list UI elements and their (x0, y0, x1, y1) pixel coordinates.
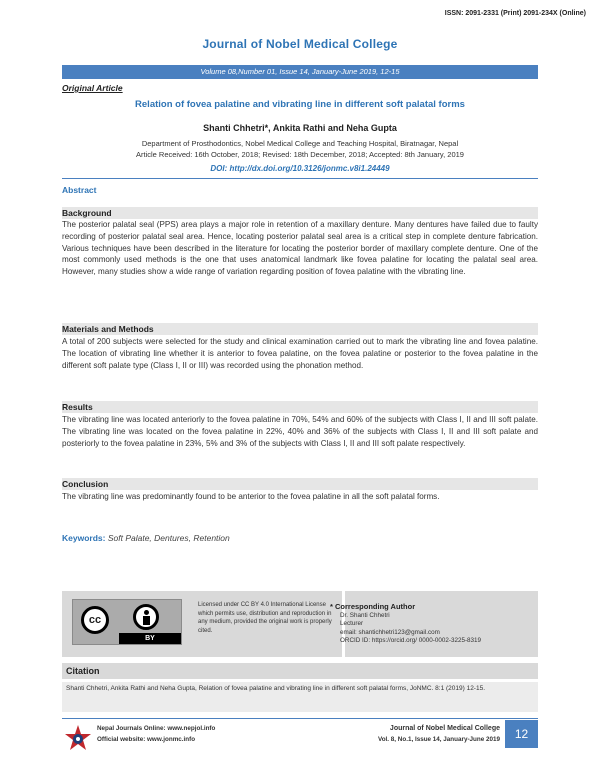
nobel-college-logo-icon (64, 724, 92, 752)
section-heading-conclusion: Conclusion (62, 478, 538, 490)
footer-journal-name: Journal of Nobel Medical College (389, 725, 500, 732)
section-heading-results: Results (62, 401, 538, 413)
corresponding-name: Dr. Shanti Chhetri (340, 612, 390, 619)
footer-issue: Vol. 8, No.1, Issue 14, January-June 2019 (377, 736, 500, 743)
by-label: BY (119, 633, 181, 644)
footer-journal-info (340, 723, 500, 745)
section-body-background: The posterior palatal seal (PPS) area plays a major role in retention of a maxillary denture. Many dentures have failed due to faulty recording of posterior palatal seal area. Hence, locating posterior palatal seal area is a critical step in complete denture fabrication. Various techniques have been described in the literature for locating the posterior border of maxillary complete denture. One of the most commonly used methods is the one that uses anatomical landmark like fovea palatine for locating the palatal seal area. However, many studies show a wide range of variation regarding position of fovea palatine with the vibrating line. (62, 220, 538, 277)
volume-bar: Volume 08,Number 01, Issue 14, January-June 2019, 12-15 (62, 65, 538, 79)
keywords-list: Soft Palate, Dentures, Retention (107, 533, 230, 543)
footer-links (97, 723, 215, 745)
page-number: 12 (505, 720, 538, 748)
citation-text: Shanti Chhetri, Ankita Rathi and Neha Gupta, Relation of fovea palatine and vibrating line in different soft palatal forms, JoNMC. 8:1 (2019) 12-15. (62, 682, 538, 712)
corresponding-email[interactable]: email: shantichhetri123@gmail.com (340, 628, 440, 636)
article-dates: Article Received: 16th October, 2018; Revised: 18th December, 2018; Accepted: 8th January, 2019 (136, 149, 464, 159)
authors: Shanti Chhetri*, Ankita Rathi and Neha Gupta (203, 123, 397, 133)
cc-by-badge[interactable] (72, 599, 182, 645)
corresponding-author-details (340, 612, 481, 646)
license-text: Licensed under CC BY 4.0 International License which permits use, distribution and reproduction in any medium, provided the original work is properly cited. (198, 602, 332, 634)
section-heading-background: Background (62, 207, 538, 219)
corresponding-orcid[interactable]: ORCID ID: https://orcid.org/ 0000-0002-3225-8319 (340, 637, 482, 645)
abstract-heading: Abstract (62, 185, 97, 195)
issn-line: ISSN: 2091-2331 (Print) 2091-234X (Online) (444, 10, 586, 17)
divider (62, 178, 538, 179)
section-heading-methods: Materials and Methods (62, 323, 538, 335)
keywords (62, 533, 230, 543)
citation-heading: Citation (62, 663, 538, 679)
doi-link[interactable]: DOI: http://dx.doi.org/10.3126/jonmc.v8i1.24449 (210, 164, 390, 173)
article-title: Relation of fovea palatine and vibrating line in different soft palatal forms (135, 99, 465, 110)
affiliation: Department of Prosthodontics, Nobel Medical College and Teaching Hospital, Biratnagar, Nepal (141, 139, 459, 148)
section-body-results: The vibrating line was located anteriorly to the fovea palatine in 70%, 54% and 60% of the subjects with Class I, II and III soft palate. The vibrating line was located on the fovea palatine in 22%, 40% and 36% of the subjects with Class I, II and III soft palate and posteriorly to the fovea palatine in 23%, 5% and 3% of the subjects with Class I, II and III soft palate respectively. (62, 415, 538, 448)
corresponding-role: Lecturer (340, 620, 364, 628)
nepjol-link[interactable]: Nepal Journals Online: www.nepjol.info (97, 725, 216, 732)
keywords-label: Keywords: (62, 533, 106, 543)
official-website-link[interactable]: Official website: www.jonmc.info (97, 736, 196, 743)
affiliation-block (0, 139, 600, 160)
attribution-person-icon (133, 604, 159, 630)
footer-divider (62, 718, 538, 719)
journal-title: Journal of Nobel Medical College (202, 37, 398, 51)
corresponding-author-title: * Corresponding Author (330, 602, 416, 611)
section-body-conclusion: The vibrating line was predominantly found to be anterior to the fovea palatine in all the soft palatal forms. (62, 492, 440, 501)
cc-icon: cc (81, 606, 109, 634)
article-type: Original Article (62, 83, 123, 93)
section-body-methods: A total of 200 subjects were selected for the study and clinical examination carried out to mark the vibrating line and fovea palatine. The location of vibrating line whether it is anterior to fovea palatine, on the fovea palatine or posterior to the fovea palatine in the different soft palate type (Class I, II or III) was recorded using the phonation method. (62, 337, 538, 370)
